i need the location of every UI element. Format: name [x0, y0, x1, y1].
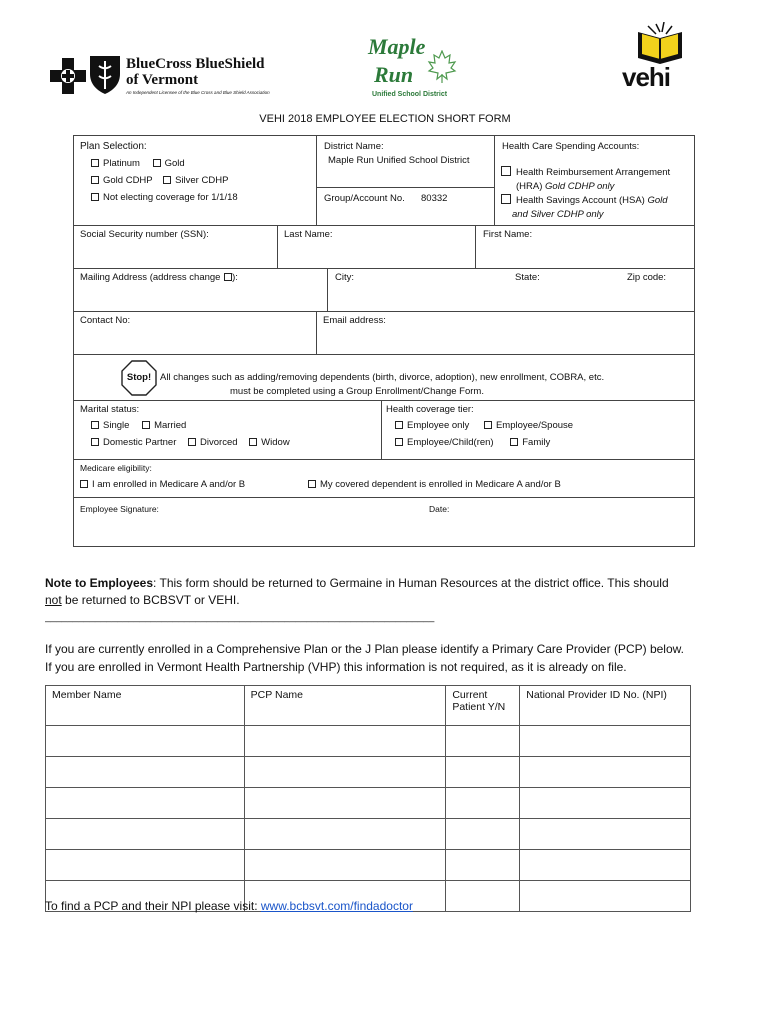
hra-line2 — [516, 181, 614, 192]
stop-sign-text: Stop! — [126, 372, 152, 383]
state-field[interactable]: State: — [515, 272, 540, 283]
ssn-field[interactable]: Social Security number (SSN): — [80, 229, 209, 240]
single-checkbox[interactable] — [91, 421, 99, 429]
district-label: District Name: — [324, 141, 384, 152]
signature-field[interactable]: Employee Signature: — [80, 504, 159, 514]
gold-cdhp-checkbox[interactable] — [91, 176, 99, 184]
coverage-tier-label: Health coverage tier: — [386, 404, 474, 415]
member-name-cell[interactable] — [46, 819, 245, 850]
single-label: Single — [103, 420, 130, 431]
stop-notice-line2: must be completed using a Group Enrollment/Change Form. — [230, 386, 484, 397]
address-change-checkbox[interactable] — [224, 273, 232, 281]
current-patient-cell[interactable] — [446, 881, 520, 912]
hra-checkbox[interactable] — [501, 166, 511, 176]
plan-row-2 — [91, 175, 228, 186]
employee-spouse-label: Employee/Spouse — [495, 420, 574, 431]
maple-run-run: Run — [374, 62, 414, 87]
pcp-table-header — [46, 686, 691, 726]
table-row — [46, 850, 691, 881]
plan-row-1 — [91, 158, 185, 169]
pcp-table — [45, 685, 691, 912]
plan-selection-label: Plan Selection: — [80, 141, 147, 152]
medicare-label: Medicare eligibility: — [80, 463, 152, 473]
tier-row-1 — [395, 420, 573, 431]
medicare-dependent-option — [308, 479, 561, 490]
district-value[interactable]: Maple Run Unified School District — [328, 155, 470, 166]
domestic-partner-label: Domestic Partner — [103, 437, 177, 448]
not-electing-checkbox[interactable] — [91, 193, 99, 201]
table-row — [46, 757, 691, 788]
find-pcp-footer — [45, 899, 413, 913]
plan-row-3 — [91, 192, 238, 203]
employee-children-checkbox[interactable] — [395, 438, 403, 446]
married-label: Married — [154, 420, 187, 431]
silver-cdhp-checkbox[interactable] — [163, 176, 171, 184]
employee-only-checkbox[interactable] — [395, 421, 403, 429]
bcbs-name: BlueCross BlueShield — [126, 56, 265, 72]
marital-status-label: Marital status: — [80, 404, 140, 415]
member-name-cell[interactable] — [46, 757, 245, 788]
current-patient-cell[interactable] — [446, 788, 520, 819]
pcp-instruction-2: If you are enrolled in Vermont Health Partnership (VHP) this information is not required, as it is already on file. — [45, 660, 627, 674]
table-row — [46, 726, 691, 757]
note-text-2: be returned to BCBSVT or VEHI. — [61, 593, 240, 607]
date-field[interactable]: Date: — [429, 504, 450, 514]
email-field[interactable]: Email address: — [323, 315, 386, 326]
contact-field[interactable]: Contact No: — [80, 315, 131, 326]
table-row — [46, 788, 691, 819]
find-doctor-link[interactable]: www.bcbsvt.com/findadoctor — [260, 899, 413, 913]
npi-cell[interactable] — [520, 726, 691, 757]
widow-checkbox[interactable] — [249, 438, 257, 446]
gold-label: Gold — [164, 158, 185, 169]
col-current-line1: Current — [452, 689, 488, 701]
family-checkbox[interactable] — [510, 438, 518, 446]
hsa-account-label: Health Savings Account (HSA) — [516, 195, 648, 206]
hra-line1: Health Reimbursement Arrangement — [516, 167, 671, 178]
member-name-cell[interactable] — [46, 850, 245, 881]
pcp-name-cell[interactable] — [244, 850, 446, 881]
note-not: not — [45, 593, 62, 607]
medicare-self-label: I am enrolled in Medicare A and/or B — [92, 479, 246, 490]
family-label: Family — [522, 437, 551, 448]
gold-checkbox[interactable] — [153, 159, 161, 167]
mailing-address-label-end: ): — [232, 272, 238, 283]
bcbs-tagline: An Independent Licensee of the Blue Cross and Blue Shield Association — [126, 90, 270, 95]
hra-acronym: (HRA) — [516, 181, 546, 192]
blue-shield-icon — [88, 54, 122, 96]
note-paragraph — [45, 575, 745, 609]
marital-row-2 — [91, 437, 290, 448]
pcp-instruction-1: If you are currently enrolled in a Comprehensive Plan or the J Plan please identify a Primary Care Provider (PCP) below. — [45, 642, 684, 656]
npi-cell[interactable] — [520, 881, 691, 912]
col-member-name: Member Name — [46, 686, 245, 726]
member-name-cell[interactable] — [46, 726, 245, 757]
employee-only-label: Employee only — [407, 420, 470, 431]
pcp-name-cell[interactable] — [244, 757, 446, 788]
silver-cdhp-label: Silver CDHP — [175, 175, 229, 186]
npi-cell[interactable] — [520, 850, 691, 881]
table-row — [46, 819, 691, 850]
medicare-dependent-checkbox[interactable] — [308, 480, 316, 488]
col-npi: National Provider ID No. (NPI) — [520, 686, 691, 726]
hsa-note-2: and Silver CDHP only — [512, 209, 604, 220]
maple-run-subtitle: Unified School District — [372, 91, 448, 98]
vehi-text: vehi — [622, 62, 671, 92]
current-patient-cell[interactable] — [446, 726, 520, 757]
zip-field[interactable]: Zip code: — [627, 272, 667, 283]
current-patient-cell[interactable] — [446, 819, 520, 850]
stop-notice-line1: All changes such as adding/removing dependents (birth, divorce, adoption), new enrollment, COBRA, etc. — [160, 372, 605, 383]
book-icon — [634, 22, 686, 64]
bcbs-region: of Vermont — [126, 72, 199, 88]
platinum-label: Platinum — [103, 158, 140, 169]
divorced-label: Divorced — [200, 437, 238, 448]
pcp-name-cell[interactable] — [244, 819, 446, 850]
hsa-note-1: Gold — [647, 195, 668, 206]
col-current-line2: Patient Y/N — [452, 701, 506, 713]
employee-spouse-checkbox[interactable] — [484, 421, 492, 429]
col-pcp-name: PCP Name — [244, 686, 446, 726]
maple-leaf-icon — [426, 50, 458, 84]
group-value[interactable]: 80332 — [421, 193, 448, 204]
npi-cell[interactable] — [520, 788, 691, 819]
find-pcp-text: To find a PCP and their NPI please visit: — [45, 899, 261, 913]
vehi-logo — [622, 22, 698, 94]
hsa-label: Health Care Spending Accounts: — [502, 141, 640, 152]
employee-children-label: Employee/Child(ren) — [407, 437, 494, 448]
maple-run-logo — [358, 28, 468, 102]
note-heading: Note to Employees — [45, 576, 154, 590]
form-title: VEHI 2018 EMPLOYEE ELECTION SHORT FORM — [259, 113, 511, 125]
current-patient-cell[interactable] — [446, 757, 520, 788]
note-rule: ______________________________________________________________________ — [45, 612, 435, 623]
hra-note: Gold CDHP only — [545, 181, 615, 192]
current-patient-cell[interactable] — [446, 850, 520, 881]
npi-cell[interactable] — [520, 819, 691, 850]
medicare-dependent-label: My covered dependent is enrolled in Medicare A and/or B — [320, 479, 561, 490]
hsa-checkbox[interactable] — [501, 194, 511, 204]
blue-cross-icon — [50, 58, 86, 94]
npi-cell[interactable] — [520, 757, 691, 788]
col-current-patient — [446, 686, 520, 726]
not-electing-label: Not electing coverage for 1/1/18 — [103, 192, 238, 203]
pcp-name-cell[interactable] — [244, 788, 446, 819]
domestic-partner-checkbox[interactable] — [91, 438, 99, 446]
group-label: Group/Account No. — [324, 193, 405, 204]
gold-cdhp-label: Gold CDHP — [103, 175, 153, 186]
marital-row-1 — [91, 420, 186, 431]
member-name-cell[interactable] — [46, 788, 245, 819]
hsa-line1 — [516, 195, 668, 206]
medicare-self-option — [80, 479, 245, 490]
married-checkbox[interactable] — [142, 421, 150, 429]
bcbs-logo — [50, 52, 282, 108]
platinum-checkbox[interactable] — [91, 159, 99, 167]
mailing-address-label: Mailing Address (address change — [80, 272, 221, 283]
widow-label: Widow — [261, 437, 290, 448]
last-name-field[interactable]: Last Name: — [284, 229, 333, 240]
maple-run-maple: Maple — [368, 34, 426, 59]
mailing-address-field[interactable] — [80, 272, 238, 283]
medicare-self-checkbox[interactable] — [80, 480, 88, 488]
pcp-name-cell[interactable] — [244, 726, 446, 757]
first-name-field[interactable]: First Name: — [483, 229, 533, 240]
note-text: : This form should be returned to Germaine in Human Resources at the district office. This should — [153, 576, 669, 590]
tier-row-2 — [395, 437, 550, 448]
divorced-checkbox[interactable] — [188, 438, 196, 446]
city-field[interactable]: City: — [335, 272, 354, 283]
